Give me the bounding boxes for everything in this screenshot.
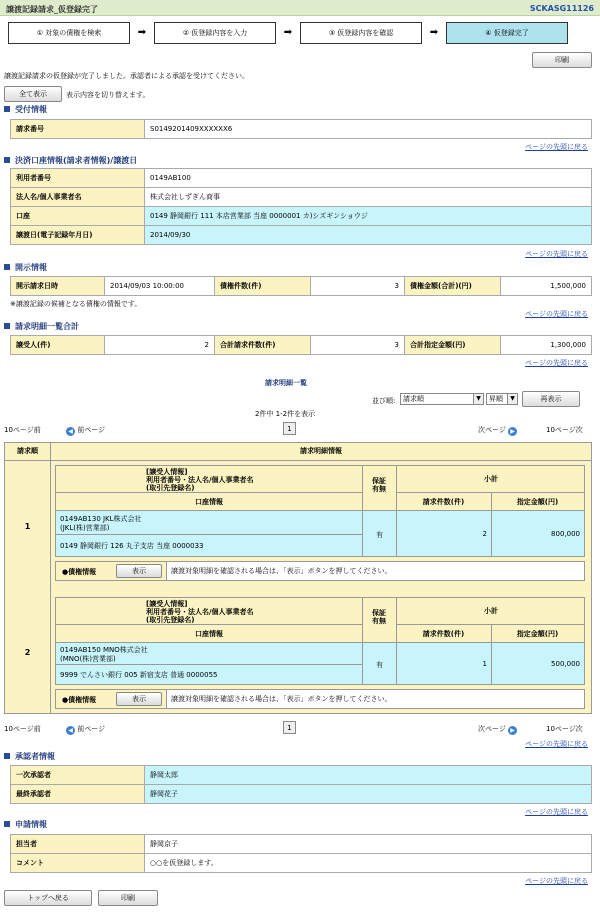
title-bar — [0, 0, 600, 16]
pager-top — [0, 422, 600, 436]
approver-label: 一次承認者 — [11, 766, 145, 785]
detail-list-title: 請求明細一覧 — [265, 379, 307, 387]
step-confirm: ③ 仮登録内容を確認 — [300, 22, 422, 44]
square-bullet-icon — [4, 753, 10, 759]
settlement-heading: 決済口座情報(請求者情報)/譲渡日 — [4, 155, 137, 166]
settlement-label: 利用者番号 — [11, 169, 145, 188]
next-page-link[interactable]: 次ページ ▶ — [478, 425, 517, 436]
divider — [396, 492, 584, 493]
receivers-value: 2 — [105, 336, 215, 355]
pager-bottom — [0, 721, 600, 735]
receiver-header: [譲受人情報] 利用者番号・法人名/個人事業者名 (取引先登録名) — [146, 468, 254, 492]
request-count-label: 合計請求件数(件) — [215, 336, 311, 355]
page-top-link[interactable]: ページの先頭に戻る — [525, 740, 588, 748]
completion-message: 譲渡記録請求の仮登録が完了しました。承認者による承認を受けてください。 — [4, 72, 249, 80]
next-10-pages-link[interactable]: 10ページ次 — [546, 426, 583, 434]
application-value: ○○を仮登録します。 — [145, 854, 592, 873]
page-title: 譲渡記録請求_仮登録完了 — [6, 5, 98, 14]
prev-arrow-icon: ◀ — [66, 726, 75, 735]
arrow-right-icon: ➡ — [429, 27, 439, 38]
record-number: 1 — [5, 461, 51, 593]
table-row — [5, 593, 591, 713]
account-value: 0149 静岡銀行 126 丸子支店 当座 0000033 — [60, 542, 204, 550]
receiver-line2: (MNO(株)営業部) — [60, 655, 116, 663]
amount-header: 指定金額(円) — [516, 630, 559, 638]
prev-10-pages-link[interactable]: 10ページ前 — [4, 725, 41, 733]
application-label: コメント — [11, 854, 145, 873]
settlement-label: 譲渡日(電子記録年月日) — [11, 226, 145, 245]
settlement-value: 0149AB100 — [145, 169, 592, 188]
next-page-link[interactable]: 次ページ ▶ — [478, 724, 517, 735]
amount-value: 800,000 — [551, 530, 580, 538]
square-bullet-icon — [4, 821, 10, 827]
page-top-link[interactable]: ページの先頭に戻る — [525, 808, 588, 816]
settlement-label: 法人名/個人事業者名 — [11, 188, 145, 207]
show-all-button[interactable]: 全て表示 — [4, 86, 62, 102]
divider — [56, 664, 362, 665]
page-top-link[interactable]: ページの先頭に戻る — [525, 250, 588, 258]
prev-10-pages-link[interactable]: 10ページ前 — [4, 426, 41, 434]
divider — [56, 624, 362, 625]
order-select[interactable] — [486, 393, 518, 405]
subtotal-header: 小計 — [484, 475, 498, 483]
settlement-table — [10, 168, 592, 245]
request-count-value: 3 — [311, 336, 405, 355]
bond-show-button[interactable]: 表示 — [116, 692, 162, 706]
prev-page-link[interactable]: ◀ 前ページ — [66, 724, 105, 735]
col-request-order: 請求順 — [5, 443, 51, 461]
page-top-link[interactable]: ページの先頭に戻る — [525, 877, 588, 885]
request-no-label: 請求番号 — [11, 120, 145, 139]
approver-heading: 承認者情報 — [4, 751, 55, 762]
page-top-link[interactable]: ページの先頭に戻る — [525, 310, 588, 318]
bond-info-label: ●債権情報 — [62, 568, 97, 576]
application-value: 静岡京子 — [145, 835, 592, 854]
detail-table — [4, 442, 592, 714]
screen-code: SCKASG11126 — [529, 4, 594, 13]
prev-arrow-icon: ◀ — [66, 427, 75, 436]
guarantee-header: 保証 有無 — [372, 609, 386, 625]
guarantee-value: 有 — [376, 531, 383, 539]
step-input: ② 仮登録内容を入力 — [154, 22, 276, 44]
disclosure-table — [10, 276, 592, 296]
divider — [56, 492, 362, 493]
sort-select-value: 請求順 — [403, 395, 424, 403]
receiver-header: [譲受人情報] 利用者番号・法人名/個人事業者名 (取引先登録名) — [146, 600, 254, 624]
chevron-down-icon: ▼ — [507, 394, 517, 404]
account-header: 口座情報 — [195, 498, 223, 506]
bond-note: 譲渡対象明細を確認される場合は、「表示」ボタンを押してください。 — [166, 690, 584, 708]
reception-table — [10, 119, 592, 139]
back-to-top-button[interactable]: トップへ戻る — [4, 890, 92, 906]
bond-count-label: 債権件数(件) — [215, 277, 311, 296]
page-top-link[interactable]: ページの先頭に戻る — [525, 359, 588, 367]
disclosure-date-label: 開示請求日時 — [11, 277, 105, 296]
page-number[interactable]: 1 — [283, 721, 296, 734]
bond-show-button[interactable]: 表示 — [116, 564, 162, 578]
request-no-value: S0149201409XXXXXX6 — [145, 120, 592, 139]
result-count: 2件中 1-2件を表示 — [255, 410, 316, 418]
record-subtable — [55, 465, 585, 557]
table-row — [5, 461, 591, 593]
receiver-line1: 0149AB130 JKL株式会社 — [60, 515, 142, 523]
approver-value: 静岡太郎 — [145, 766, 592, 785]
bond-info-row — [55, 561, 585, 581]
next-arrow-icon: ▶ — [508, 427, 517, 436]
total-amount-value: 1,300,000 — [501, 336, 592, 355]
divider — [396, 624, 584, 625]
disclosure-note: ※譲渡記録の候補となる債権の情報です。 — [10, 300, 142, 308]
bond-count-value: 3 — [311, 277, 405, 296]
receiver-line2: (JKL(株)営業部) — [60, 524, 110, 532]
reception-heading: 受付情報 — [4, 104, 47, 115]
bond-amount-value: 1,500,000 — [501, 277, 592, 296]
subtotal-header: 小計 — [484, 607, 498, 615]
bond-info-row — [55, 689, 585, 709]
bond-note: 譲渡対象明細を確認される場合は、「表示」ボタンを押してください。 — [166, 562, 584, 580]
print-button-bottom[interactable]: 印刷 — [98, 890, 158, 906]
count-value: 1 — [482, 660, 487, 668]
arrow-right-icon: ➡ — [283, 27, 293, 38]
record-number: 2 — [5, 593, 51, 713]
print-button[interactable]: 印刷 — [532, 52, 592, 68]
record-body — [51, 593, 591, 713]
settlement-value: 株式会社しずぎん商事 — [145, 188, 592, 207]
square-bullet-icon — [4, 264, 10, 270]
settlement-value: 2014/09/30 — [145, 226, 592, 245]
count-header: 請求件数(件) — [422, 498, 465, 506]
step-complete: ④ 仮登録完了 — [446, 22, 568, 44]
count-value: 2 — [482, 530, 487, 538]
bond-amount-label: 債権金額(合計)(円) — [405, 277, 501, 296]
count-header: 請求件数(件) — [422, 630, 465, 638]
progress-steps — [8, 22, 592, 44]
sort-label: 並び順: — [372, 397, 396, 405]
amount-value: 500,000 — [551, 660, 580, 668]
summary-heading: 請求明細一覧合計 — [4, 321, 79, 332]
amount-header: 指定金額(円) — [516, 498, 559, 506]
square-bullet-icon — [4, 157, 10, 163]
account-header: 口座情報 — [195, 630, 223, 638]
show-all-note: 表示内容を切り替えます。 — [66, 91, 150, 99]
application-table — [10, 834, 592, 873]
order-select-value: 昇順 — [489, 395, 503, 403]
settlement-value: 0149 静岡銀行 111 本店営業部 当座 0000001 カ)シズギンショウジ — [145, 207, 592, 226]
application-label: 担当者 — [11, 835, 145, 854]
bond-info-label: ●債権情報 — [62, 696, 97, 704]
disclosure-heading: 開示情報 — [4, 262, 47, 273]
approver-label: 最終承認者 — [11, 785, 145, 804]
square-bullet-icon — [4, 106, 10, 112]
guarantee-header: 保証 有無 — [372, 477, 386, 493]
receiver-line1: 0149AB150 MNO株式会社 — [60, 646, 148, 654]
chevron-down-icon: ▼ — [473, 394, 483, 404]
receivers-label: 譲受人(件) — [11, 336, 105, 355]
col-request-info: 請求明細情報 — [300, 447, 342, 455]
step-search: ① 対象の債権を検索 — [8, 22, 130, 44]
next-10-pages-link[interactable]: 10ページ次 — [546, 725, 583, 733]
approver-table — [10, 765, 592, 804]
settlement-label: 口座 — [11, 207, 145, 226]
record-subtable — [55, 597, 585, 685]
record-body — [51, 461, 591, 593]
arrow-right-icon: ➡ — [137, 27, 147, 38]
page-top-link[interactable]: ページの先頭に戻る — [525, 143, 588, 151]
prev-page-link[interactable]: ◀ 前ページ — [66, 425, 105, 436]
sort-select[interactable] — [400, 393, 484, 405]
guarantee-value: 有 — [376, 661, 383, 669]
account-value: 9999 でんさい銀行 005 新宿支店 普通 0000055 — [60, 671, 218, 679]
next-arrow-icon: ▶ — [508, 726, 517, 735]
square-bullet-icon — [4, 323, 10, 329]
disclosure-date-value: 2014/09/03 10:00:00 — [105, 277, 215, 296]
total-amount-label: 合計指定金額(円) — [405, 336, 501, 355]
redisplay-button[interactable]: 再表示 — [522, 391, 580, 407]
summary-table — [10, 335, 592, 355]
approver-value: 静岡花子 — [145, 785, 592, 804]
application-heading: 申請情報 — [4, 819, 47, 830]
page-number[interactable]: 1 — [283, 422, 296, 435]
divider — [56, 534, 362, 535]
detail-header — [5, 443, 591, 461]
